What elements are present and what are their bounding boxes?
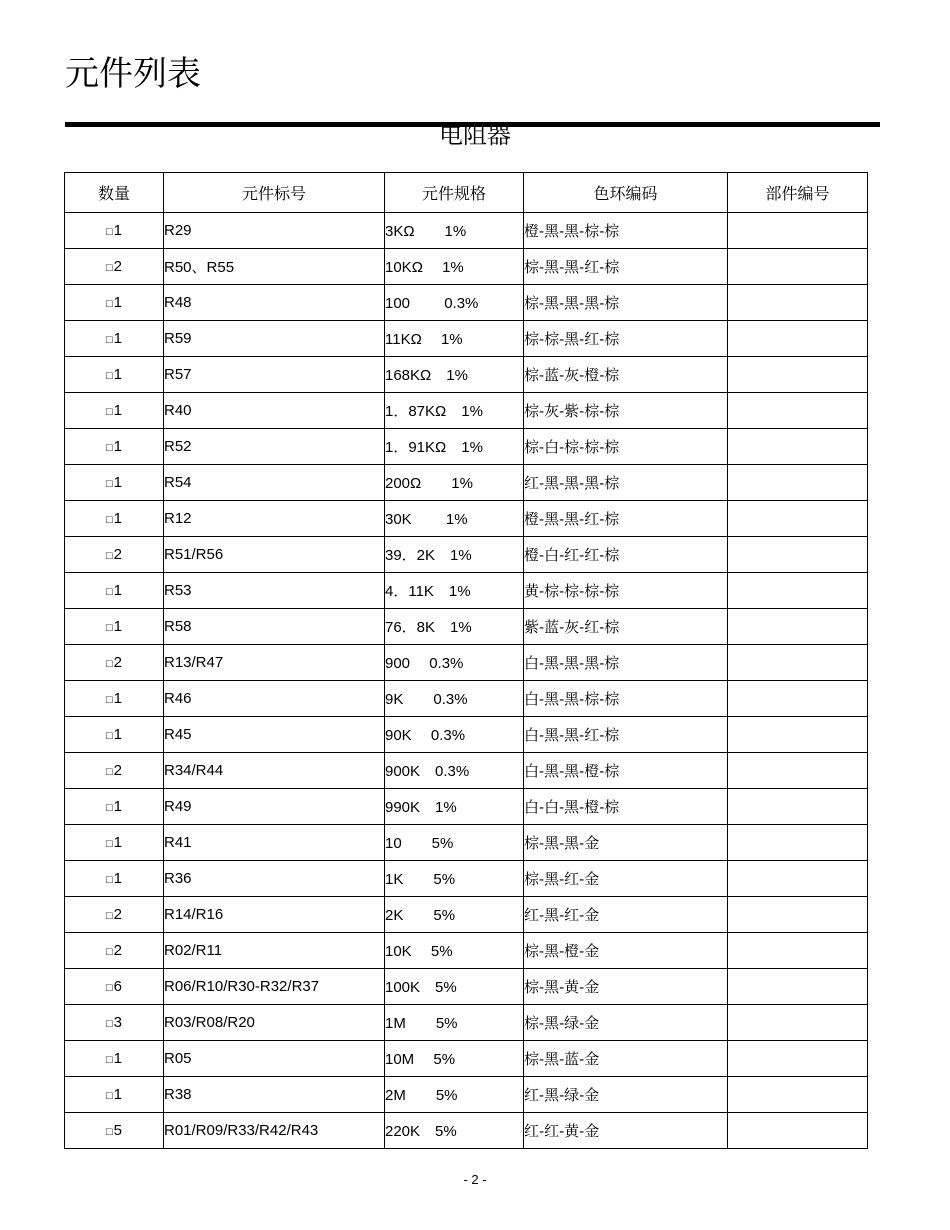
reference-cell: R53 — [164, 573, 385, 609]
checkbox[interactable]: □ — [106, 550, 113, 562]
checkbox[interactable]: □ — [106, 1126, 113, 1138]
checkbox[interactable]: □ — [106, 370, 113, 382]
table-row — [65, 861, 868, 897]
checkbox[interactable]: □ — [106, 946, 113, 958]
quantity-cell — [65, 501, 164, 537]
part-number-cell — [728, 753, 868, 789]
part-number-cell — [728, 609, 868, 645]
color-code-cell: 白-黑-黑-黑-棕 — [524, 645, 728, 681]
reference-cell: R45 — [164, 717, 385, 753]
spec-cell: 10KΩ 1% — [385, 249, 524, 285]
part-number-cell — [728, 393, 868, 429]
part-number-cell — [728, 897, 868, 933]
quantity-cell — [65, 609, 164, 645]
reference-cell: R29 — [164, 213, 385, 249]
checkbox[interactable]: □ — [106, 334, 113, 346]
quantity-value: 1 — [113, 402, 122, 419]
checkbox[interactable]: □ — [106, 622, 113, 634]
part-number-cell — [728, 501, 868, 537]
reference-cell: R03/R08/R20 — [164, 1005, 385, 1041]
spec-cell: 200Ω 1% — [385, 465, 524, 501]
quantity-cell — [65, 681, 164, 717]
quantity-value: 1 — [113, 1086, 122, 1103]
color-code-cell: 棕-棕-黑-红-棕 — [524, 321, 728, 357]
quantity-cell — [65, 789, 164, 825]
quantity-value: 1 — [113, 366, 122, 383]
section-title: 电阻器 — [439, 121, 511, 149]
quantity-value: 1 — [113, 690, 122, 707]
spec-cell: 9K 0.3% — [385, 681, 524, 717]
quantity-cell — [65, 825, 164, 861]
quantity-value: 1 — [113, 438, 122, 455]
header-specification: 元件规格 — [385, 173, 524, 213]
spec-cell: 10M 5% — [385, 1041, 524, 1077]
quantity-value: 1 — [113, 798, 122, 815]
reference-cell: R34/R44 — [164, 753, 385, 789]
spec-cell: 100K 5% — [385, 969, 524, 1005]
resistor-table — [64, 172, 868, 1149]
quantity-cell — [65, 1077, 164, 1113]
checkbox[interactable]: □ — [106, 658, 113, 670]
reference-cell: R51/R56 — [164, 537, 385, 573]
spec-cell: 1K 5% — [385, 861, 524, 897]
quantity-cell — [65, 1005, 164, 1041]
reference-cell: R58 — [164, 609, 385, 645]
part-number-cell — [728, 429, 868, 465]
reference-cell: R57 — [164, 357, 385, 393]
quantity-cell — [65, 537, 164, 573]
table-row — [65, 789, 868, 825]
quantity-cell — [65, 357, 164, 393]
quantity-value: 2 — [113, 546, 122, 563]
color-code-cell: 棕-黑-黑-黑-棕 — [524, 285, 728, 321]
color-code-cell: 白-黑-黑-棕-棕 — [524, 681, 728, 717]
color-code-cell: 白-黑-黑-红-棕 — [524, 717, 728, 753]
header-part-number: 部件编号 — [728, 173, 868, 213]
reference-cell: R41 — [164, 825, 385, 861]
quantity-cell — [65, 573, 164, 609]
part-number-cell — [728, 1113, 868, 1149]
quantity-cell — [65, 465, 164, 501]
table-row — [65, 645, 868, 681]
quantity-cell — [65, 645, 164, 681]
table-row — [65, 969, 868, 1005]
reference-cell: R50、R55 — [164, 249, 385, 285]
quantity-value: 2 — [113, 906, 122, 923]
quantity-cell — [65, 897, 164, 933]
table-row — [65, 393, 868, 429]
quantity-value: 2 — [113, 762, 122, 779]
table-row — [65, 249, 868, 285]
table-row — [65, 537, 868, 573]
color-code-cell: 白-黑-黑-橙-棕 — [524, 753, 728, 789]
table-row — [65, 1005, 868, 1041]
spec-cell: 39．2K 1% — [385, 537, 524, 573]
quantity-value: 1 — [113, 618, 122, 635]
table-row — [65, 717, 868, 753]
reference-cell: R49 — [164, 789, 385, 825]
color-code-cell: 红-红-黄-金 — [524, 1113, 728, 1149]
quantity-cell — [65, 861, 164, 897]
part-number-cell — [728, 681, 868, 717]
reference-cell: R01/R09/R33/R42/R43 — [164, 1113, 385, 1149]
page-number: - 2 - — [463, 1172, 487, 1187]
color-code-cell: 棕-白-棕-棕-棕 — [524, 429, 728, 465]
checkbox[interactable]: □ — [106, 298, 113, 310]
quantity-cell — [65, 213, 164, 249]
spec-cell: 2M 5% — [385, 1077, 524, 1113]
checkbox[interactable]: □ — [106, 262, 113, 274]
quantity-cell — [65, 753, 164, 789]
part-number-cell — [728, 1005, 868, 1041]
color-code-cell: 黄-棕-棕-棕-棕 — [524, 573, 728, 609]
part-number-cell — [728, 465, 868, 501]
quantity-cell — [65, 321, 164, 357]
checkbox[interactable]: □ — [106, 442, 113, 454]
quantity-value: 1 — [113, 870, 122, 887]
quantity-value: 2 — [113, 654, 122, 671]
spec-cell: 3KΩ 1% — [385, 213, 524, 249]
spec-cell: 990K 1% — [385, 789, 524, 825]
spec-cell: 1M 5% — [385, 1005, 524, 1041]
color-code-cell: 棕-黑-黑-红-棕 — [524, 249, 728, 285]
table-row — [65, 429, 868, 465]
quantity-value: 1 — [113, 582, 122, 599]
header-quantity: 数量 — [65, 173, 164, 213]
spec-cell: 220K 5% — [385, 1113, 524, 1149]
page-title: 元件列表 — [65, 54, 201, 94]
table-row — [65, 1077, 868, 1113]
table-row — [65, 609, 868, 645]
spec-cell: 30K 1% — [385, 501, 524, 537]
table-row — [65, 825, 868, 861]
spec-cell: 10 5% — [385, 825, 524, 861]
color-code-cell: 棕-灰-紫-棕-棕 — [524, 393, 728, 429]
color-code-cell: 棕-蓝-灰-橙-棕 — [524, 357, 728, 393]
table-row — [65, 1113, 868, 1149]
reference-cell: R46 — [164, 681, 385, 717]
color-code-cell: 棕-黑-橙-金 — [524, 933, 728, 969]
spec-cell: 4．11K 1% — [385, 573, 524, 609]
reference-cell: R52 — [164, 429, 385, 465]
color-code-cell: 红-黑-黑-黑-棕 — [524, 465, 728, 501]
reference-cell: R06/R10/R30-R32/R37 — [164, 969, 385, 1005]
spec-cell: 1．91KΩ 1% — [385, 429, 524, 465]
quantity-value: 1 — [113, 1050, 122, 1067]
checkbox[interactable]: □ — [106, 838, 113, 850]
color-code-cell: 棕-黑-蓝-金 — [524, 1041, 728, 1077]
spec-cell: 11KΩ 1% — [385, 321, 524, 357]
table-row — [65, 681, 868, 717]
spec-cell: 90K 0.3% — [385, 717, 524, 753]
color-code-cell: 棕-黑-红-金 — [524, 861, 728, 897]
checkbox[interactable]: □ — [106, 910, 113, 922]
reference-cell: R13/R47 — [164, 645, 385, 681]
checkbox[interactable]: □ — [106, 802, 113, 814]
color-code-cell: 棕-黑-黄-金 — [524, 969, 728, 1005]
quantity-value: 1 — [113, 330, 122, 347]
reference-cell: R38 — [164, 1077, 385, 1113]
part-number-cell — [728, 969, 868, 1005]
reference-cell: R05 — [164, 1041, 385, 1077]
reference-cell: R14/R16 — [164, 897, 385, 933]
quantity-cell — [65, 249, 164, 285]
color-code-cell: 红-黑-绿-金 — [524, 1077, 728, 1113]
color-code-cell: 橙-黑-黑-红-棕 — [524, 501, 728, 537]
spec-cell: 1．87KΩ 1% — [385, 393, 524, 429]
spec-cell: 2K 5% — [385, 897, 524, 933]
part-number-cell — [728, 861, 868, 897]
part-number-cell — [728, 645, 868, 681]
quantity-cell — [65, 1113, 164, 1149]
checkbox[interactable]: □ — [106, 982, 113, 994]
table-row — [65, 465, 868, 501]
checkbox[interactable]: □ — [106, 1054, 113, 1066]
table-row — [65, 753, 868, 789]
reference-cell: R36 — [164, 861, 385, 897]
spec-cell: 900K 0.3% — [385, 753, 524, 789]
spec-cell: 900 0.3% — [385, 645, 524, 681]
quantity-value: 5 — [113, 1122, 122, 1139]
quantity-value: 1 — [113, 294, 122, 311]
part-number-cell — [728, 357, 868, 393]
table-row — [65, 285, 868, 321]
part-number-cell — [728, 573, 868, 609]
table-row — [65, 897, 868, 933]
quantity-value: 2 — [113, 942, 122, 959]
quantity-value: 1 — [113, 222, 122, 239]
checkbox[interactable]: □ — [106, 766, 113, 778]
part-number-cell — [728, 933, 868, 969]
table-row — [65, 213, 868, 249]
part-number-cell — [728, 825, 868, 861]
part-number-cell — [728, 789, 868, 825]
quantity-value: 6 — [113, 978, 122, 995]
table-row — [65, 321, 868, 357]
checkbox[interactable]: □ — [106, 406, 113, 418]
table-row — [65, 357, 868, 393]
part-number-cell — [728, 285, 868, 321]
quantity-cell — [65, 429, 164, 465]
header-reference: 元件标号 — [164, 173, 385, 213]
color-code-cell: 紫-蓝-灰-红-棕 — [524, 609, 728, 645]
part-number-cell — [728, 249, 868, 285]
reference-cell: R40 — [164, 393, 385, 429]
quantity-cell — [65, 933, 164, 969]
color-code-cell: 白-白-黑-橙-棕 — [524, 789, 728, 825]
checkbox[interactable]: □ — [106, 694, 113, 706]
quantity-value: 1 — [113, 510, 122, 527]
part-number-cell — [728, 213, 868, 249]
checkbox[interactable]: □ — [106, 478, 113, 490]
quantity-cell — [65, 1041, 164, 1077]
checkbox[interactable]: □ — [106, 226, 113, 238]
reference-cell: R02/R11 — [164, 933, 385, 969]
quantity-value: 1 — [113, 834, 122, 851]
table-row — [65, 501, 868, 537]
checkbox[interactable]: □ — [106, 1090, 113, 1102]
checkbox[interactable]: □ — [106, 586, 113, 598]
color-code-cell: 棕-黑-绿-金 — [524, 1005, 728, 1041]
color-code-cell: 棕-黑-黑-金 — [524, 825, 728, 861]
quantity-value: 1 — [113, 726, 122, 743]
spec-cell: 168KΩ 1% — [385, 357, 524, 393]
spec-cell: 10K 5% — [385, 933, 524, 969]
checkbox[interactable]: □ — [106, 514, 113, 526]
checkbox[interactable]: □ — [106, 1018, 113, 1030]
quantity-cell — [65, 393, 164, 429]
reference-cell: R54 — [164, 465, 385, 501]
color-code-cell: 橙-白-红-红-棕 — [524, 537, 728, 573]
part-number-cell — [728, 321, 868, 357]
quantity-cell — [65, 285, 164, 321]
reference-cell: R59 — [164, 321, 385, 357]
quantity-cell — [65, 969, 164, 1005]
spec-cell: 76．8K 1% — [385, 609, 524, 645]
reference-cell: R12 — [164, 501, 385, 537]
table-row — [65, 573, 868, 609]
part-number-cell — [728, 717, 868, 753]
quantity-cell — [65, 717, 164, 753]
color-code-cell: 红-黑-红-金 — [524, 897, 728, 933]
table-header-row — [65, 173, 868, 213]
checkbox[interactable]: □ — [106, 730, 113, 742]
part-number-cell — [728, 1041, 868, 1077]
part-number-cell — [728, 537, 868, 573]
color-code-cell: 橙-黑-黑-棕-棕 — [524, 213, 728, 249]
table-row — [65, 1041, 868, 1077]
reference-cell: R48 — [164, 285, 385, 321]
quantity-value: 3 — [113, 1014, 122, 1031]
quantity-value: 2 — [113, 258, 122, 275]
quantity-value: 1 — [113, 474, 122, 491]
checkbox[interactable]: □ — [106, 874, 113, 886]
header-color-code: 色环编码 — [524, 173, 728, 213]
table-row — [65, 933, 868, 969]
spec-cell: 100 0.3% — [385, 285, 524, 321]
part-number-cell — [728, 1077, 868, 1113]
